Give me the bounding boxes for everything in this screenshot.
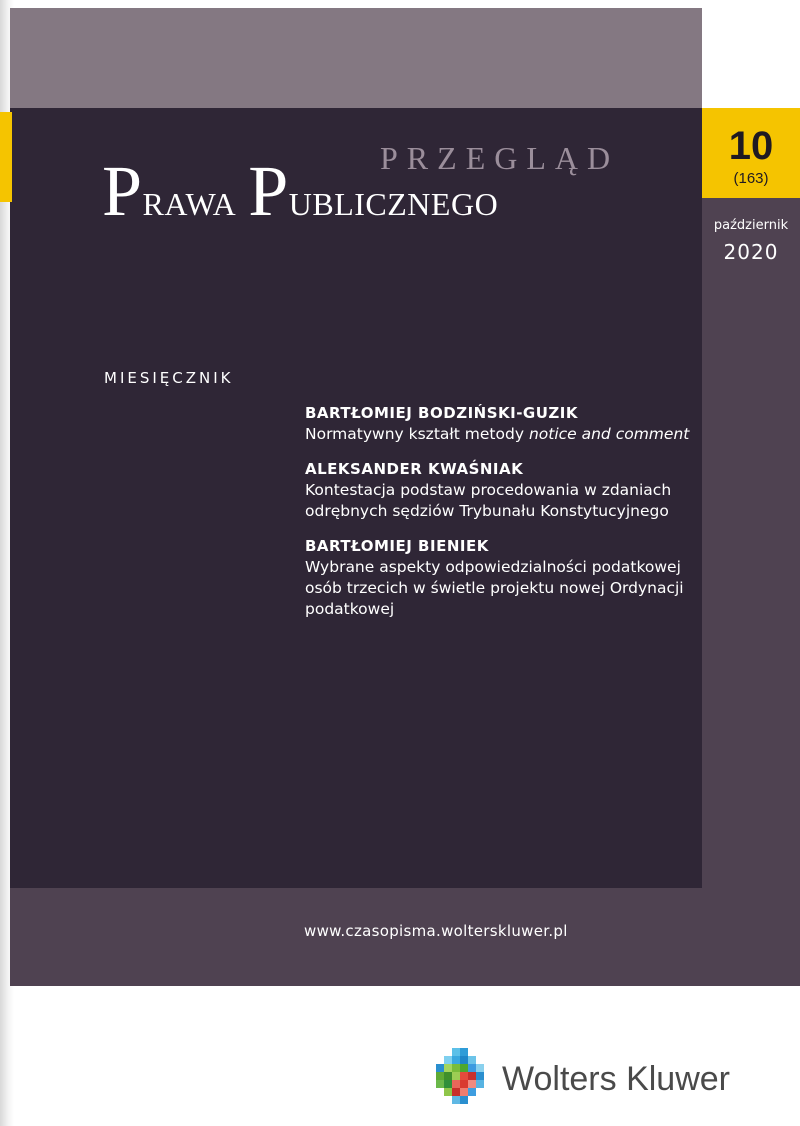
title-word2-rest: ublicznego [288,174,499,225]
article-item [305,403,695,445]
top-band [10,8,702,108]
article-title: Kontestacja podstaw procedowania w zdaniach odrębnych sędziów Trybunału Konstytucyjnego [305,481,672,520]
article-author: ALEKSANDER KWAŚNIAK [305,460,524,478]
journal-title [102,150,702,233]
article-title-italic: notice and comment [528,425,690,443]
title-word1-initial: P [102,151,143,231]
issue-cumulative-number: (163) [733,170,769,187]
article-title: Wybrane aspekty odpowiedzialności podatkowej osób trzecich w świetle projektu nowej Ordynacji podatkowej [305,558,684,618]
side-panel [702,198,800,986]
yellow-tab [0,112,12,202]
publisher-logo [432,1048,792,1108]
website-url: www.czasopisma.wolterskluwer.pl [304,922,568,940]
title-word2-initial: P [248,151,289,231]
title-word1-rest: rawa [142,174,237,225]
issue-year: 2020 [723,240,779,264]
issue-box [702,108,800,198]
title-prefix: PRZEGLĄD [380,140,620,176]
wolters-kluwer-logo-mark-icon [432,1048,488,1104]
issue-number: 10 [728,124,774,168]
publisher-name: Wolters Kluwer [502,1060,730,1098]
article-item [305,536,695,620]
right-strip [702,8,800,108]
issue-month: październik [713,218,789,233]
article-author: BARTŁOMIEJ BIENIEK [305,537,489,555]
article-author: BARTŁOMIEJ BODZIŃSKI-GUZIK [305,404,579,422]
article-title-text: Normatywny kształt metody [305,425,529,443]
article-title [305,424,695,445]
periodicity-label: MIESIĘCZNIK [104,369,234,387]
article-list [305,403,695,634]
article-item [305,459,695,522]
